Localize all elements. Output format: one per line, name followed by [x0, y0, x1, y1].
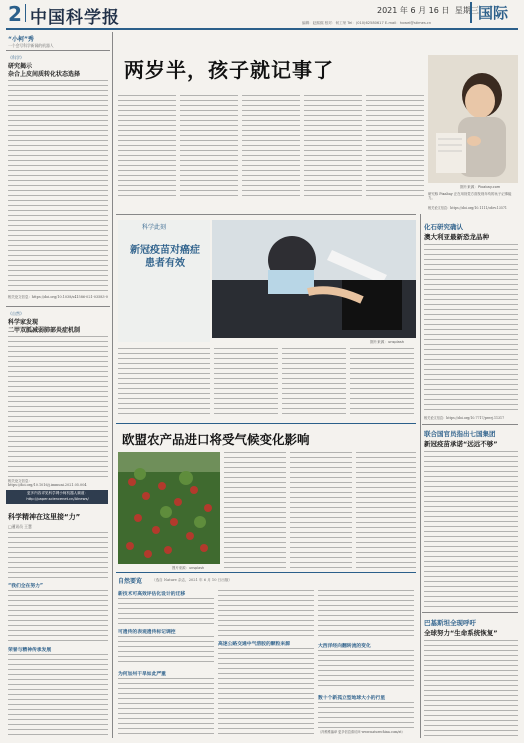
vaccine-photo-graphic — [212, 220, 416, 338]
summary-item-body — [118, 598, 214, 624]
section-label: 国际 — [470, 2, 508, 23]
summary-box-footer: （冯维维编译 更多信息请访问 www.naturechina.com/st） — [318, 730, 405, 734]
article-body — [8, 336, 108, 478]
summary-item-body — [218, 590, 314, 636]
right-headline-line2: 全球努力“生命系统恢复” — [424, 629, 498, 637]
summary-item-title: 为何加州干旱如此严重 — [118, 672, 166, 677]
vaccine-photo — [212, 220, 416, 338]
summary-item-body — [118, 678, 214, 736]
article-body — [290, 452, 352, 568]
right-headline-line2: 澳大利亚最新恐龙品种 — [424, 233, 489, 241]
column-title: “小柯”秀 — [8, 36, 34, 43]
left-column — [6, 32, 110, 740]
masthead — [0, 0, 524, 30]
header-rule — [6, 28, 518, 30]
article-body — [8, 80, 108, 294]
summary-box-note: （选自 Nature 杂志，2021 年 6 月 10 日出版） — [152, 577, 233, 582]
column-divider — [112, 32, 113, 738]
headline-line2: 杂合上皮间质转化状态选择 — [8, 71, 81, 78]
subheading: 荣誉与精神传承发展 — [8, 648, 52, 653]
feature-headline: 科学精神在这里接“力” — [8, 513, 81, 521]
byline: □通讯员 王慧 — [8, 524, 32, 529]
more-info-text[interactable]: 更多内容详见科学网小柯机器人频道：http://paper.sciencenet.cn/AInews/ — [26, 491, 89, 501]
weekday-text: 星期三 — [454, 6, 479, 15]
article-body-col3 — [242, 95, 300, 199]
divider — [422, 612, 518, 613]
doi-link[interactable]: 相关论文信息：https://doi.org/10.1038/s41586-021-03583-0 — [8, 295, 108, 299]
headline: 科学家发现 — [8, 319, 39, 326]
summary-item-body — [318, 590, 414, 638]
section-rule — [116, 423, 416, 424]
photo-credit: 图片来源：unsplash — [370, 340, 405, 344]
summary-item-body — [318, 702, 414, 728]
divider — [6, 50, 110, 51]
summary-item-body — [218, 648, 314, 736]
source-tag: 《自然》 — [8, 311, 24, 316]
eu-headline: 欧盟农产品进口将受气候变化影响 — [122, 432, 310, 447]
feature-box-headline: 新冠疫苗对癌症患者有效 — [130, 245, 200, 269]
column-subtitle: 一个会写科学新闻的机器人 — [8, 43, 54, 48]
article-body-col1 — [118, 95, 176, 199]
section-rule — [116, 572, 416, 573]
article-body — [350, 348, 414, 418]
doi-link[interactable]: 相关论文信息：https://doi.org/10.7717/peerj.11317 — [424, 416, 505, 420]
page-number-divider — [25, 4, 26, 22]
summary-item-body — [118, 636, 214, 666]
summary-item-body — [318, 650, 414, 690]
apple-tree-graphic — [118, 452, 220, 564]
column-divider — [420, 214, 421, 738]
right-headline-line2: 新冠疫苗承诺“远远不够” — [424, 440, 498, 448]
photo-caption: 研究称 Pixabay 正在用视觉方面发现年幼的孩子记事能力。 — [428, 192, 512, 201]
article-body — [118, 348, 210, 418]
summary-item-title: 高速公路交通中气溶胶的颗粒来源 — [218, 642, 290, 647]
editor-credits: 编辑：赵熙熙 校对：何工荣 Tel：(010)62580617 E-mail：hxwei@stimes.cn — [302, 21, 432, 25]
apple-tree-photo — [118, 452, 220, 564]
issue-date — [377, 5, 479, 16]
article-body-col4 — [304, 95, 362, 199]
divider — [116, 214, 416, 215]
more-info-box — [6, 490, 108, 504]
doi-link[interactable]: 相关论文信息：https://doi.org/10.1016/j.immuni.2021.05.004 — [8, 479, 87, 488]
article-body — [282, 348, 346, 418]
article-body — [224, 452, 286, 568]
headline-line2: 二甲双胍减弱肺部炎症机制 — [8, 327, 81, 334]
page-number: 2 — [8, 2, 22, 26]
source-tag: 《科学》 — [8, 55, 24, 60]
article-body — [8, 654, 108, 738]
child-photo — [428, 55, 518, 183]
date-text: 2021 年 6 月 16 日 — [377, 6, 450, 15]
child-photo-graphic — [428, 55, 518, 183]
photo-credit: 图片来源：unsplash — [172, 566, 205, 570]
article-body — [356, 452, 416, 568]
headline: 研究揭示 — [8, 63, 33, 70]
article-body — [424, 640, 518, 738]
subheading: “我们全在努力” — [8, 584, 44, 589]
summary-box-title: 自然要览 — [118, 578, 143, 585]
newspaper-logo: 中国科学报 — [30, 8, 120, 28]
divider — [422, 424, 518, 425]
summary-item-title: 数十个新孤立型地球大小的行星 — [318, 696, 386, 701]
article-body-col5 — [366, 95, 424, 199]
main-headline: 两岁半，孩子就记事了 — [124, 58, 334, 82]
right-headline: 联合国官员指出七国集团 — [424, 430, 496, 438]
doi-link[interactable]: 相关论文信息：https://doi.org/10.1111/cdev.13571 — [428, 206, 507, 210]
article-body — [214, 348, 278, 418]
summary-item-title: 新技术可高效评估化设计的迁移 — [118, 592, 186, 597]
article-body — [8, 532, 108, 580]
divider — [6, 306, 110, 307]
photo-credit: 图片来源：Pixabay.com — [460, 185, 501, 189]
summary-item-title: 大西洋经向翻转流的变化 — [318, 644, 371, 649]
article-body — [424, 244, 518, 414]
article-body — [8, 590, 108, 644]
right-headline: 巴基斯坦全现呼吁 — [424, 619, 476, 627]
article-body-col2 — [180, 95, 238, 199]
feature-box-title: 科学此刻 — [142, 224, 167, 231]
summary-box-header — [118, 576, 414, 586]
right-headline: 化石研究确认 — [424, 223, 463, 231]
article-body — [424, 451, 518, 609]
summary-item-title: 可遗传的表观遗传标记调控 — [118, 630, 176, 635]
feature-box — [118, 220, 210, 342]
